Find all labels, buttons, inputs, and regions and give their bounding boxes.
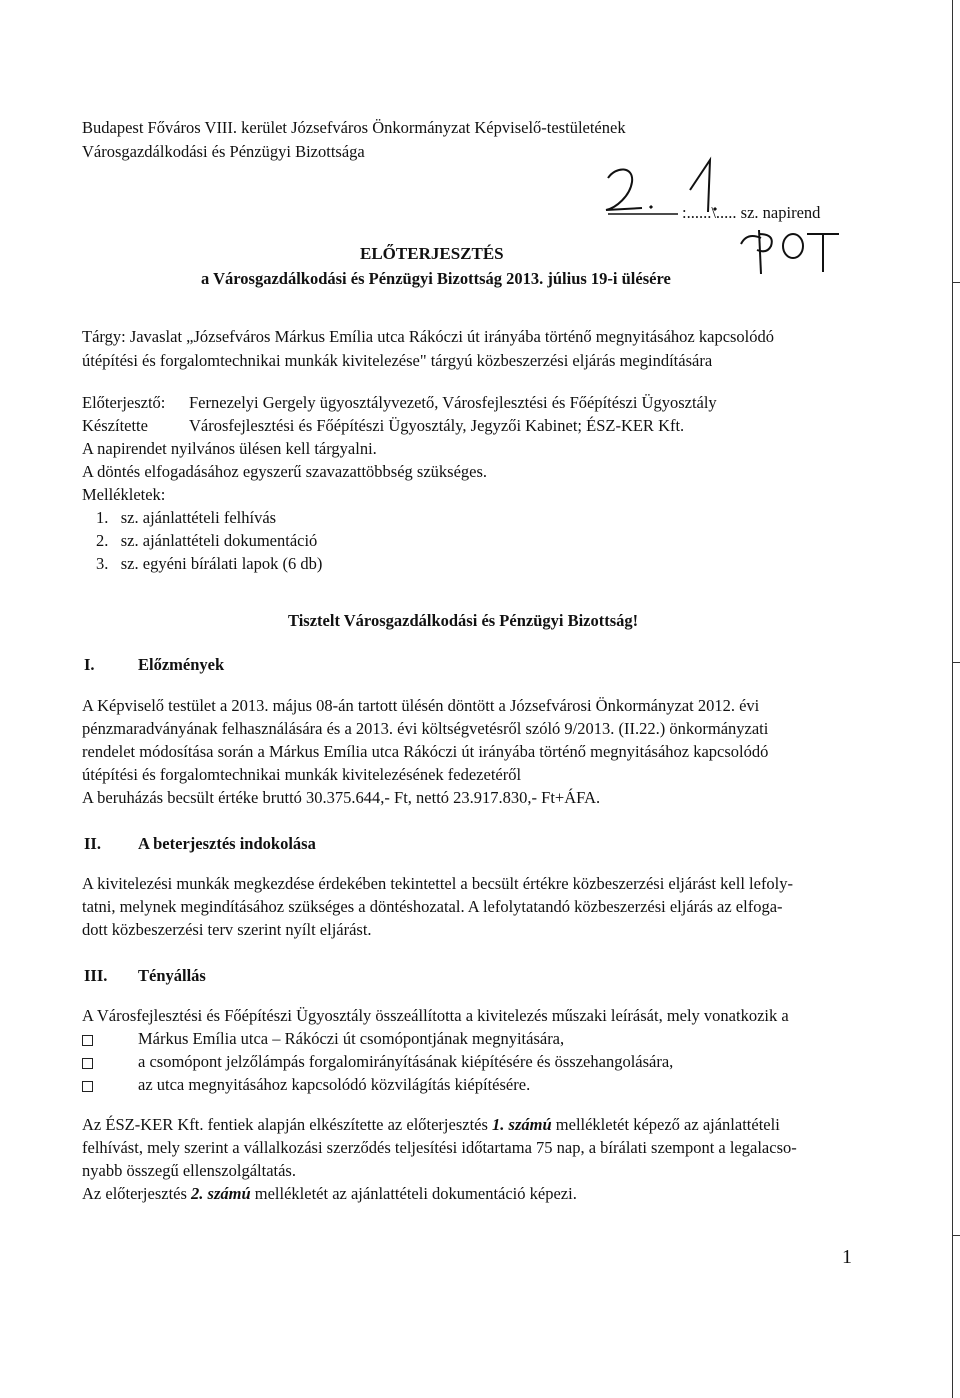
header-line-1: Budapest Főváros VIII. kerület Józsefváros Önkormányzat Képviselő-testületének <box>82 118 626 137</box>
document-title: ELŐTERJESZTÉS <box>360 244 504 263</box>
presenter-value: Fernezelyi Gergely ügyosztályvezető, Városfejlesztési és Főépítészi Ügyosztály <box>189 393 717 412</box>
page-edge-tick <box>952 282 960 283</box>
section-number: III. <box>84 966 108 985</box>
paragraph-line: A kivitelezési munkák megkezdése érdekében tekintettel a becsült értékre közbeszerzési eljárást kell lefoly- <box>82 874 794 893</box>
section-number: I. <box>84 655 95 674</box>
page-number: 1 <box>842 1246 852 1268</box>
paragraph-line: nyabb összegű ellenszolgáltatás. <box>82 1161 296 1180</box>
prepared-value: Városfejlesztési és Főépítészi Ügyosztály, Jegyzői Kabinet; ÉSZ-KER Kft. <box>189 416 685 435</box>
page-edge-line <box>952 0 953 1398</box>
paragraph-line: dott közbeszerzési terv szerint nyílt eljárást. <box>82 920 372 939</box>
salutation: Tisztelt Városgazdálkodási és Pénzügyi Bizottság! <box>288 611 639 630</box>
section-number: II. <box>84 834 101 853</box>
agenda-number-dots: :......\..... sz. napirend <box>682 203 821 222</box>
page-edge-tick <box>952 662 960 663</box>
checkbox-bullet <box>82 1081 93 1092</box>
vote-requirement-note: A döntés elfogadásához egyszerű szavazattöbbség szükséges. <box>82 462 488 481</box>
attachment-reference: 1. számú <box>492 1115 552 1134</box>
checkbox-bullet <box>82 1035 93 1046</box>
paragraph-text: Az előterjesztés <box>82 1184 192 1203</box>
bullet-text: a csomópont jelzőlámpás forgalomirányításának kiépítésére és összehangolására, <box>138 1052 674 1071</box>
prepared-label: Készítette <box>82 416 148 435</box>
public-session-note: A napirendet nyilvános ülésen kell tárgyalni. <box>82 439 377 458</box>
paragraph-line: felhívást, mely szerint a vállalkozási szerződés teljesítési időtartama 75 nap, a bírálati szempont a legalacso- <box>82 1138 797 1157</box>
attachment-item: 2. sz. ajánlattételi dokumentáció <box>96 531 318 550</box>
paragraph-text: mellékletét az ajánlattételi dokumentáció képezi. <box>250 1184 577 1203</box>
paragraph-line: A beruházás becsült értéke bruttó 30.375.644,- Ft, nettó 23.917.830,- Ft+ÁFA. <box>82 788 601 807</box>
header-line-2: Városgazdálkodási és Pénzügyi Bizottsága <box>82 142 365 161</box>
paragraph-line: tatni, melynek megindításához szükséges a döntéshozatal. A lefolytatandó közbeszerzési eljárás az elfoga- <box>82 897 783 916</box>
section-title: Tényállás <box>138 966 206 985</box>
attachments-label: Mellékletek: <box>82 485 166 504</box>
section-title: A beterjesztés indokolása <box>138 834 316 853</box>
paragraph-line: útépítési és forgalomtechnikai munkák kivitelezésének fedezetéről <box>82 765 522 784</box>
document-subtitle: a Városgazdálkodási és Pénzügyi Bizottság 2013. július 19-i ülésére <box>201 269 671 288</box>
section-title: Előzmények <box>138 655 225 674</box>
paragraph-line: rendelet módosítása során a Márkus Emília utca Rákóczi út irányába történő megnyitásához kapcsolódó <box>82 742 769 761</box>
bullet-text: az utca megnyitásához kapcsolódó közvilágítás kiépítésére. <box>138 1075 531 1094</box>
presenter-label: Előterjesztő: <box>82 393 166 412</box>
pot-stamp-handwriting <box>735 220 845 276</box>
subject-line-2: útépítési és forgalomtechnikai munkák kivitelezése" tárgyú közbeszerzési eljárás megindítására <box>82 351 713 370</box>
paragraph-text: Az ÉSZ-KER Kft. fentiek alapján elkészítette az előterjesztés <box>82 1115 493 1134</box>
subject-label: Tárgy: <box>82 327 126 346</box>
paragraph-text: mellékletét képező az ajánlattételi <box>551 1115 780 1134</box>
page-edge-tick <box>952 1235 960 1236</box>
attachment-reference: 2. számú <box>191 1184 251 1203</box>
checkbox-bullet <box>82 1058 93 1069</box>
bullet-text: Márkus Emília utca – Rákóczi út csomópontjának megnyitására, <box>138 1029 565 1048</box>
paragraph-line: pénzmaradványának felhasználására és a 2013. évi költségvetésről szóló 9/2013. (II.22.) önkormányzati <box>82 719 769 738</box>
paragraph-line: A Képviselő testület a 2013. május 08-án tartott ülésén döntött a Józsefvárosi Önkormányzat 2012. évi <box>82 696 760 715</box>
attachment-item: 3. sz. egyéni bírálati lapok (6 db) <box>96 554 323 573</box>
paragraph-line: A Városfejlesztési és Főépítészi Ügyosztály összeállította a kivitelezés műszaki leírását, mely vonatkozik a <box>82 1006 789 1025</box>
attachment-item: 1. sz. ajánlattételi felhívás <box>96 508 277 527</box>
subject-line-1: Javaslat „Józsefváros Márkus Emília utca Rákóczi út irányába történő megnyitásához kapcsolódó <box>129 327 775 346</box>
